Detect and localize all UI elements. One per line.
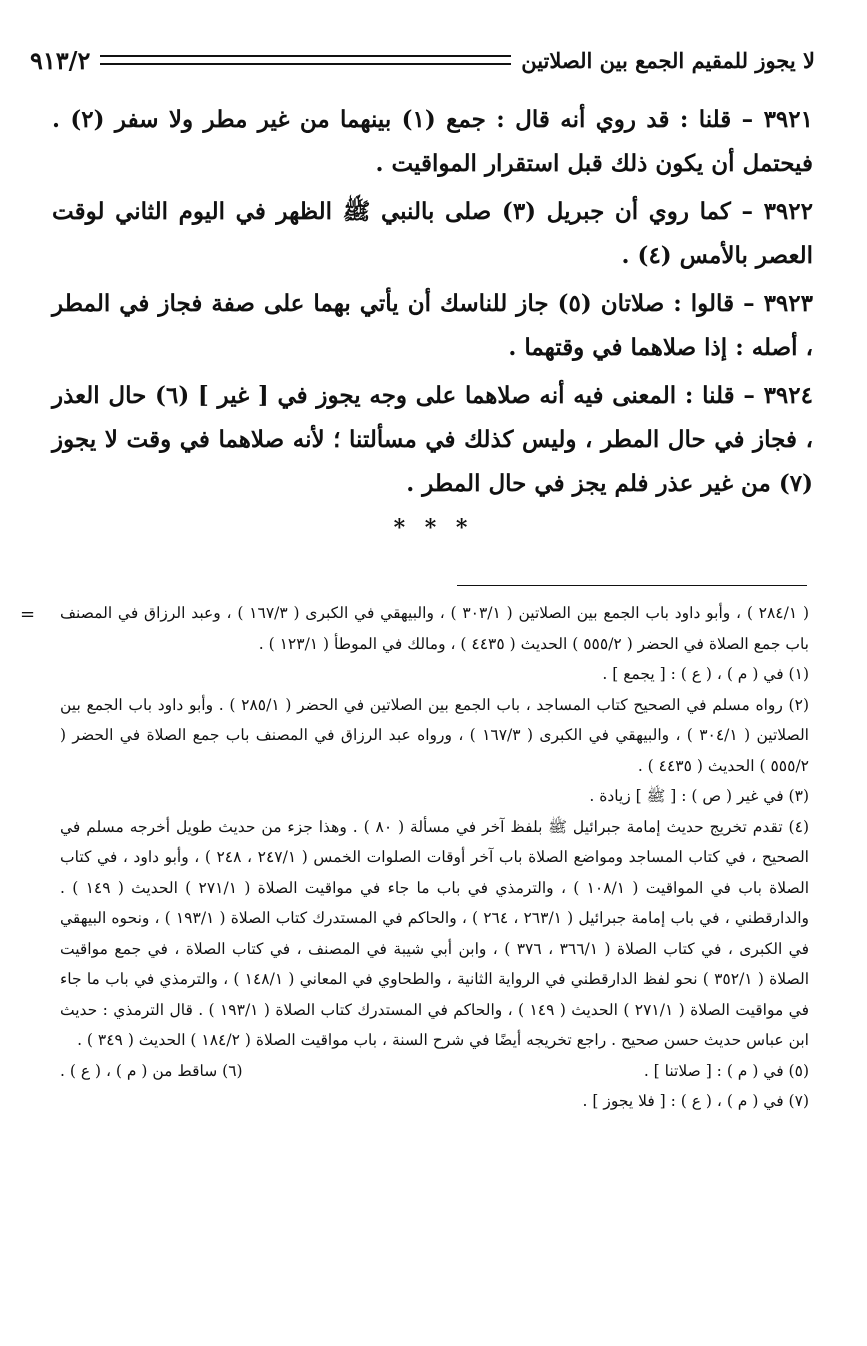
running-title: لا يجوز للمقيم الجمع بين الصلاتين [521,47,815,73]
footnote-rule [457,585,807,586]
footnote-continued: ( ٢٨٤/١ ) ، وأبو داود باب الجمع بين الصلاتين ( ٣٠٣/١ ) ، والبيهقي في الكبرى ( ١٦٧/٣ ) ، وعبد الرزاق في المصنف باب جمع الصلاة في الحضر ( ٥٥٥/٢ ) الحديث ( ٤٤٣٥ ) ، ومالك في الموطأ ( ١٢٣/١ ) . [60,604,810,653]
footnote-row-5-6 [60,1056,809,1087]
footnotes [20,598,810,1117]
page-number: ٩١٣/٢ [30,45,91,75]
footnote-1: (١) في ( م ) ، ( ع ) : [ يجمع ] . [602,665,809,683]
page-header [30,40,815,80]
footnote-7: (٧) في ( م ) ، ( ع ) : [ فلا يجوز ] . [582,1092,809,1110]
footnote-2: (٢) رواه مسلم في الصحيح كتاب المساجد ، باب الجمع بين الصلاتين في الحضر ( ٢٨٥/١ ) . وأبو داود باب الجمع بين الصلاتين ( ٣٠٤/١ ) ، والبيهقي في الكبرى ( ١٦٧/٣ ) ، ورواه عبد الرزاق في المصنف باب جمع الصلاة في الحضر ( ٥٥٥/٢ ) الحديث ( ٤٤٣٥ ) . [60,695,809,775]
paragraph-3921: ٣٩٢١ – قلنا : قد روي أنه قال : جمع (١) بينهما من غير مطر ولا سفر (٢) . فيحتمل أن يكون ذلك قبل استقرار المواقيت . [52,106,813,177]
paragraph-3923: ٣٩٢٣ – قالوا : صلاتان (٥) جاز للناسك أن يأتي بهما على صفة فجاز في المطر ، أصله : إذا صلاهما في وقتهما . [52,290,813,361]
main-text [52,98,813,510]
paragraph-3922: ٣٩٢٢ – كما روي أن جبريل (٣) صلى بالنبي ﷺ الظهر في اليوم الثاني لوقت العصر بالأمس (٤) . [52,198,813,269]
footnote-5: (٥) في ( م ) : [ صلاتنا ] . [643,1061,809,1080]
footnote-3: (٣) في غير ( ص ) : [ ﷺ ] زيادة . [589,787,809,805]
paragraph-3924: ٣٩٢٤ – قلنا : المعنى فيه أنه صلاهما على وجه يجوز في [ غير ] (٦) حال العذر ، فجاز في حال المطر ، وليس كذلك في مسألتنا ؛ لأنه صلاهما في وقت لا يجوز (٧) من غير عذر فلم يجز في حال المطر . [52,382,813,497]
header-rule [100,55,511,65]
footnote-4: (٤) تقدم تخريج حديث إمامة جبرائيل ﷺ بلفظ آخر في مسألة ( ٨٠ ) . وهذا جزء من حديث طويل أخرجه مسلم في الصحيح ، في كتاب المساجد ومواضع الصلاة باب آخر أوقات الصلوات الخمس ( ٢٤٧/١ ، ٢٤٨ ) ، وأبو داود ، في كتاب الصلاة باب في المواقيت ( ١٠٨/١ ) ، والترمذي في باب ما جاء في مواقيت الصلاة ( ٢٧١/١ ) الحديث ( ١٤٩ ) . والدارقطني ، في باب إمامة جبرائيل ( ٢٦٣/١ ، ٢٦٤ ) ، والحاكم في المستدرك كتاب الصلاة ( ١٩٣/١ ) ، ونحوه البيهقي في الكبرى ، في كتاب الصلاة ( ٣٦٦/١ ، ٣٧٦ ) ، وابن أبي شيبة في المصنف ، في كتاب الصلاة ، في جمع مواقيت الصلاة ( ٣٥٢/١ ) نحو لفظ الدارقطني في الرواية الثانية ، والطحاوي في المعاني ( ١٤٨/١ ) ، والترمذي في باب ما جاء في مواقيت الصلاة ( ٢٧١/١ ) الحديث ( ١٤٩ ) ، والحاكم في المستدرك كتاب الصلاة ( ١٩٣/١ ) . قال الترمذي : حديث ابن عباس حديث حسن صحيح . راجع تخريجه أيضًا في شرح السنة ، باب مواقيت الصلاة ( ١٨٤/٢ ) الحديث ( ٣٤٩ ) . [60,817,810,1049]
footnote-6: (٦) ساقط من ( م ) ، ( ع ) . [60,1061,243,1080]
section-separator: * * * [393,515,474,541]
continuation-mark: = [20,604,36,625]
